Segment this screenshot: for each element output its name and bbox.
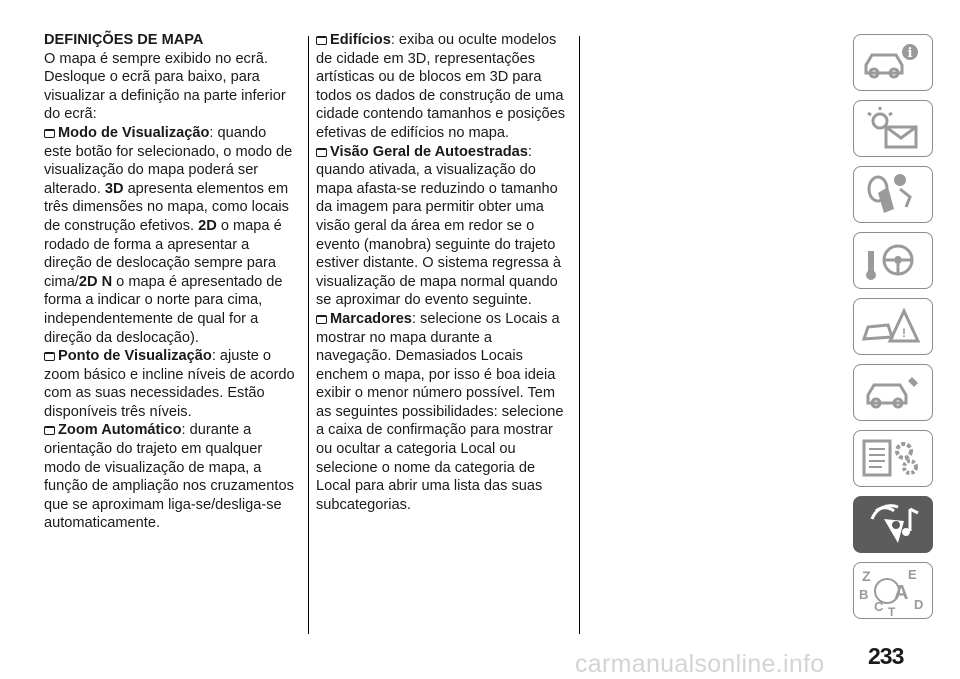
checkbox-bullet-icon: [44, 352, 55, 361]
tab-car-info[interactable]: [853, 34, 933, 91]
checkbox-bullet-icon: [44, 129, 55, 138]
car-info-icon: [854, 35, 931, 89]
svg-text:T: T: [888, 605, 896, 617]
multimedia-icon: [854, 497, 931, 551]
column-divider: [579, 36, 580, 634]
checkbox-bullet-icon: [44, 426, 55, 435]
warning-light-message-icon: [854, 101, 931, 155]
breakdown-warning-triangle-icon: [854, 299, 931, 353]
checkbox-bullet-icon: [316, 36, 327, 45]
item-buildings: Edifícios: exiba ou oculte modelos de cidade em 3D, representações artísticas ou de blocos em 3D para todos os dados de construção de uma cidade contendo tamanhos e posições efetivas de edifícios no mapa.: [316, 32, 566, 141]
tab-multimedia[interactable]: [853, 496, 933, 553]
watermark-text: carmanualsonline.info: [575, 650, 825, 678]
page-number: 233: [868, 643, 904, 669]
tab-technical-data[interactable]: [853, 430, 933, 487]
tab-safety[interactable]: [853, 166, 933, 223]
right-column: [316, 31, 571, 514]
tab-maintenance[interactable]: [853, 364, 933, 421]
seat-airbag-icon: [854, 167, 931, 221]
section-heading: DEFINIÇÕES DE MAPA: [44, 32, 204, 48]
column-divider: [308, 36, 309, 634]
left-column: [44, 31, 296, 533]
item-view-point: Ponto de Visualização: ajuste o zoom básico e incline níveis de acordo com as suas necessidades. Estão disponíveis três níveis.: [44, 348, 295, 420]
checkbox-bullet-icon: [316, 315, 327, 324]
item-markers: Marcadores: selecione os Locais a mostrar no mapa durante a navegação. Demasiados Locais enchem o mapa, por isso é boa ideia exibir o menor número possível. Tem as seguintes possibilidades: selecione a caixa de confirmação para mostrar ou ocultar a categoria Local ou selecione o nome da categoria de Local para abrir uma lista das suas subcategorias.: [316, 310, 564, 513]
technical-data-gears-icon: [854, 431, 931, 485]
svg-text:D: D: [914, 597, 924, 612]
svg-text:!: !: [902, 326, 906, 340]
svg-text:E: E: [908, 567, 917, 582]
svg-text:C: C: [874, 599, 884, 614]
intro-paragraph: O mapa é sempre exibido no ecrã. Desloque o ecrã para baixo, para visualizar a definição na parte inferior do ecrã:: [44, 50, 286, 123]
svg-text:Z: Z: [862, 568, 871, 584]
tab-index[interactable]: [853, 562, 933, 619]
tab-emergency[interactable]: [853, 298, 933, 355]
car-maintenance-icon: [854, 365, 931, 419]
tab-starting-driving[interactable]: [853, 232, 933, 289]
item-view-mode: Modo de Visualização: quando este botão for selecionado, o modo de visualização do mapa poderá ser alterado. 3D apresenta elementos em três dimensões no mapa, como locais de construção efetivos. 2D o mapa é rodado de forma a apresentar a direção de deslocação sempre para cima/2D N o mapa é apresentado de forma a indicar o norte para cima, independentemente de qual for a direção da deslocação).: [44, 124, 293, 346]
svg-text:B: B: [859, 587, 869, 602]
alphabetical-index-icon: [854, 563, 931, 617]
checkbox-bullet-icon: [316, 148, 327, 157]
key-steering-wheel-icon: [854, 233, 931, 287]
item-motorway-overview: Visão Geral de Autoestradas: quando ativada, a visualização do mapa afasta-se reduzindo o tamanho da imagem para permitir obter uma visão geral da área em redor se o evento (manobra) seguinte do trajeto estiver distante. O sistema regressa à visualização de mapa normal quando se aproximar do evento seguinte.: [316, 143, 561, 309]
svg-text:A: A: [894, 582, 909, 604]
item-auto-zoom: Zoom Automático: durante a orientação do trajeto em qualquer modo de visualização de mapa, a função de ampliação nos cruzamentos que se aproximam liga-se/desliga-se automaticamente.: [44, 422, 294, 532]
svg-text:i: i: [907, 46, 913, 61]
tab-warning-lights[interactable]: [853, 100, 933, 157]
